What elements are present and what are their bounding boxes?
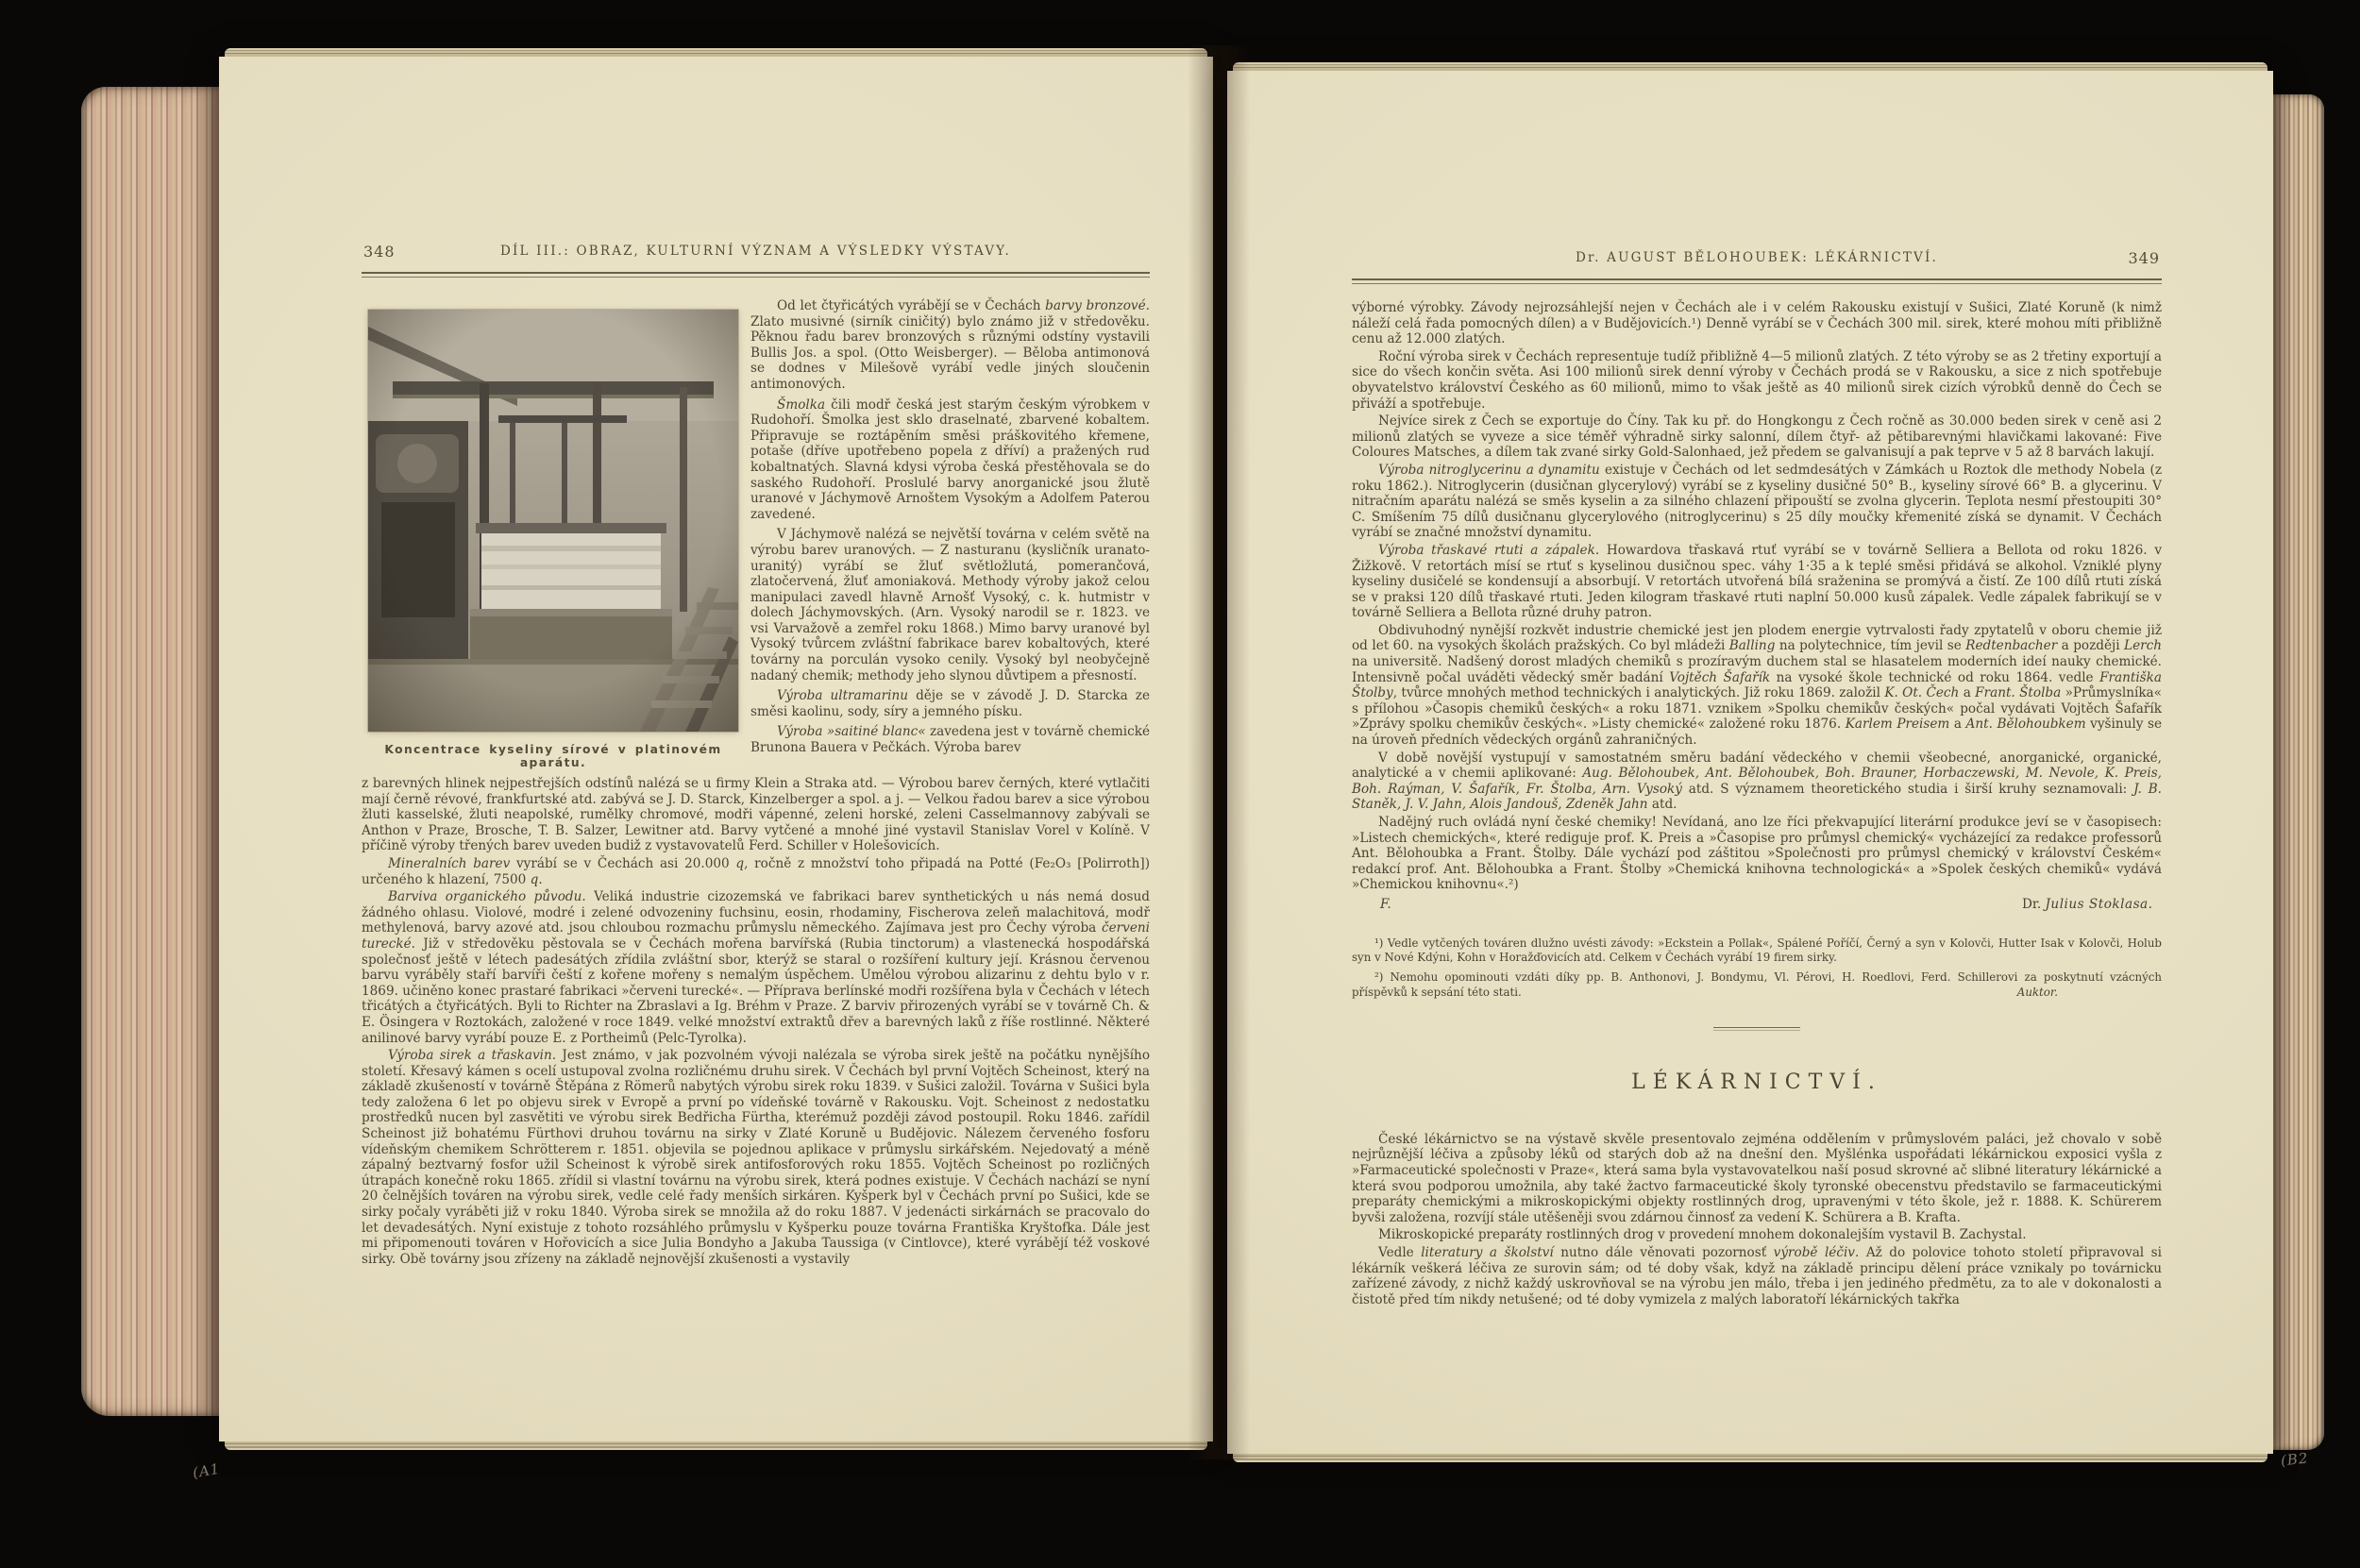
photo-caption: Koncentrace kyseliny sírové v platinovém aparátu. <box>384 743 722 769</box>
book-gutter-shadow <box>1188 45 1250 1459</box>
paragraph: České lékárnictvo se na výstavě skvěle presentovalo zejména oddělením v průmyslovém paláci, jež chovalo v sobě nejrůznější léčiva a způsoby léků od starých dob až na dnešní den. Myšlénka uspořádati lékárnickou exposici vyšla z »Farmaceutické společnosti v Praze«, která sama byla vystavovatelkou naší posud skrovné ač slibné literatury lékárnické a která svou podporou umožnila, aby také žactvo farmaceutické školy tyronské obecenstvu představilo se farmaceutickými preparáty chemickými a mikroskopickými objekty rostlinných drog, upravenými v této škole, jež r. 1888. K. Schürerem byvši založena, rozvíjí stále utěšeněji svou zdárnou činnosť za vedení K. Schürera a B. Krafta. <box>1352 1131 2162 1225</box>
section-text <box>1352 1132 2162 1308</box>
right-page-number: 349 <box>2128 249 2160 267</box>
paragraph: Mikroskopické preparáty rostlinných drog v provedení mnohem dokonalejším vystavil B. Zachystal. <box>1378 1227 2027 1243</box>
footnote: ¹) Vedle vytčených továren dlužno uvésti závody: »Eckstein a Pollak«, Spálené Poříčí, Černý a syn v Kolovči, Hutter Isak v Kolovči, Holub syn v Nové Kdýni, Kohn v Horažďovicích atd. Celkem v Čechách vyrábí 19 firem sirky. <box>1352 936 2162 965</box>
paragraph: výborné výrobky. Závody nejrozsáhlejší nejen v Čechách ale i v celém Rakousku existují v Sušici, Zlaté Koruně (k nimž náleží celá řada pomocných dílen) a v Budějovicích.¹) Denně vyrábí se v Čechách 300 mil. sirek, které mohou míti přibližně cenu až 12.000 zlatých. <box>1352 300 2162 347</box>
paragraph: Vedle literatury a školství nutno dále věnovati pozornosť výrobě léčiv. Až do polovice tohoto století připravoval si lékárník veškerá léčiva ze surovin sám; od té doby však, když na základě principu dělení práce vznikaly po továrnicku zařízené závody, z nichž každý uskrovňoval se na výrobu jen málo, třeba i jen jediného předmětu, za to ale v dokonalosti a čistotě před tím nikdy netušené; od té doby vymizela z malých laboratoří lékárnických takřka <box>1352 1244 2162 1307</box>
right-main-text <box>1352 300 2162 893</box>
right-page-content <box>1352 300 2162 1307</box>
signature-row <box>1352 897 2162 912</box>
page-edge-stack-right <box>2271 94 2324 1450</box>
paragraph: Nadějný ruch ovládá nyní české chemiky! Nevídaná, ano lze říci překvapující literární produkce jeví se v časopisech: »Listech chemických«, které rediguje prof. K. Preis a »Časopise pro průmysl chemický« vycházející za redakce professorů Ant. Bělohoubka a Frant. Štolby. Dále vychází pod záštitou »Společnosti pro průmysl chemický v království Českém« redakcí prof. Ant. Bělohoubka a Frant. Štolby »Chemická knihovna technologická« a »Spolek českých chemiků« vydává »Chemickou knihovnu«.²) <box>1352 815 2162 893</box>
author-signature: Dr. Julius Stoklasa. <box>2021 896 2152 912</box>
left-head-rule <box>362 272 1150 278</box>
section-divider-rule <box>1713 1027 1800 1031</box>
paragraph: Výroba ultramarinu děje se v závodě J. D. Starcka ze směsi kaolinu, sody, síry a jemného písku. <box>750 688 1150 719</box>
paragraph: Barviva organického původu. Veliká industrie cizozemská ve fabrikaci barev synthetických u nás nemá dosud žádného ohlasu. Violové, modré i zelené odvozeniny fuchsinu, eosin, rhodaminy, Fischerova zeleň malachitová, modř methylenová, barvy azové atd. jsou chloubou rozmachu průmyslu německého. Zajímava jest pro Čechy výroba červeni turecké. Již v středověku pěstovala se v Čechách mořena barvířská (Rubia tinctorum) a vlastenecká hospodářská společnosť ještě v létech padesátých zřídila zvláštní sbor, kterýž se staral o rozšíření kultury její. Krásnou červenou barvu vyráběly staří barvíři čeští z kořene mořeny s nemalým úspěchem. Umělou výrobou alizarinu z dehtu bylo v r. 1869. učiněno konec prastaré fabrikaci »červeni turecké«. — Příprava berlínské modři rozšířena byla v Čechách v létech třicátých a čtyřicátých. Byli to Richter na Zbraslavi a Ig. Bréhm v Praze. Z barviv přirozených vyrábí se v továrně Ch. & E. Ösingera v Roztokách, založené v roce 1849. velké množství extraktů dřev a barevných laků z říše rostlinné. Některé anilinové barvy vyrábí pouze E. z Portheimů (Pelc-Tyrolka). <box>362 889 1150 1046</box>
left-page <box>219 57 1213 1442</box>
paragraph: V Jáchymově nalézá se největší továrna v celém světě na výrobu barev uranových. — Z nasturanu (kysličník uranato-uranitý) vyrábí se žluť světložlutá, pomerančová, zlatočervená, žluť amoniaková. Methody výroby jakož celou manipulaci zavedl hlavně Arnošť Vysoký, c. k. hutmistr v dolech Jáchymovských. (Arn. Vysoký narodil se r. 1823. ve vsi Varvažově a zemřel roku 1868.) Mimo barvy uranové byl Vysoký tvůrcem zvláštní fabrikace barev kobaltových, které továrny na porculán vysoko cenily. Vysoký byl neobyčejně nadaný chemik; methody jeho slynou důvtipem a přesností. <box>750 527 1150 683</box>
paragraph: Výroba »saitiné blanc« zavedena jest v továrně chemické Brunona Bauera v Pečkách. Výroba barev <box>750 724 1151 756</box>
paragraph: V době novější vystupují v samostatném směru badání vědeckého v chemii všeobecné, anorganické, organické, analytické a v chemii aplikované: Aug. Bělohoubek, Ant. Bělohoubek, Boh. Brauner, Horbaczewski, M. Nevole, K. Preis, Boh. Raýman, V. Šafařík, Fr. Štolba, Arn. Vysoký atd. S významem theoretického studia i širší kruhy seznamovali: J. B. Staněk, J. V. Jahn, Alois Jandouš, Zdeněk Jahn atd. <box>1352 750 2162 813</box>
left-body-text <box>362 776 1150 1267</box>
left-page-number: 348 <box>363 243 396 261</box>
paragraph: Výroba sirek a třaskavin. Jest známo, v jak pozvolném vývoji nalézala se výroba sirek ještě na počátku nynějšího století. Křesavý kámen s ocelí ustupoval zvolna rozličnému druhu sirek. V Čechách byl první Vojtěch Scheinost, který na základě zkušeností v továrně Štěpána z Römerů nabytých výrobu sirek roku 1839. v Sušici založil. Továrna v Sušici byla tedy založena 6 let po objevu sirek v Evropě a první po vídeňské továrně v Rakousku. Vojt. Scheinost z nedostatku prostředků nucen byl zasvětiti ve výrobu sirek Bedřicha Fürtha, kterémuž později závod postoupil. Roku 1846. zařídil Scheinost již bohatému Fürthovi druhou továrnu na sirky v Zlaté Koruně u Budějovic. Nálezem červeného fosforu vídeňským chemikem Schrötterem r. 1851. objevila se pojednou aplikace v průmyslu sirkářském. Nejedovatý a méně zápalný beztvarný fosfor užil Scheinost k výrobě sirek antifosforových roku 1855. Vojtěch Scheinost po rozličných útrapách konečně roku 1865. zřídil si vlastní továrnu na výrobu sirek, která podnes existuje. V Čechách nachází se nyní 20 čelnějších továren na výrobu sirek, vedle celé řady menších sirkáren. Kyšperk byl v Čechách první po Sušici, kde se sirky počaly vyráběti již v roku 1840. Výroba sirek se množila až do roku 1887. V jedenácti sirkárnách se pracovalo do let devadesátých. Nyní existuje z tohoto rozsáhlého průmyslu v Kyšperku pouze továrna Františka Kryštofka. Dále jest mi připomenouti továren v Hořovicích a sice Julia Bondyho a Jakuba Taussiga (v Cintlovce), které vyrábějí též voskové sirky. Obě továrny jsou zřízeny na základě nejnovější zkušenosti a vystavily <box>362 1048 1151 1267</box>
apparatus-photo-art <box>368 310 738 732</box>
pencil-mark-right: (B2 <box>2280 1449 2310 1470</box>
paragraph: Od let čtyřicátých vyrábějí se v Čechách barvy bronzové. Zlato musivné (sirník ciničitý) bylo známo již v středověku. Pěknou řadu barev bronzových s různými odstíny vystavili Bullis Jos. a spol. (Otto Weisberger). — Běloba antimonová se dodnes v Milešově vyrábí vedle jiných sloučenin antimonových. <box>750 298 1150 392</box>
paragraph: z barevných hlinek nejpestřejších odstínů nalézá se u firmy Klein a Straka atd. — Výrobou barev černých, které vytlačiti mají černě révové, frankfurtské atd. zabývá se J. D. Starck, Kinzelberger a spol. a j. — Velkou řadou barev a sice výrobou žluti kasselské, žluti neapolské, rumělky chromové, modři vápenné, zeleni horské, zeleni Casselmannovy zabývali se Anthon v Praze, Brosche, T. B. Salzer, Lewitner atd. Barvy vytčené a mnohé jiné vystavil Stanislav Vorel v Kolíně. V příčině výroby třených barev uveden budiž z vystavovatelů Ferd. Schiller v Holešovicích. <box>362 776 1150 854</box>
paragraph: Mineralních barev vyrábí se v Čechách asi 20.000 q, ročně z množství toho připadá na Potté (Fe₂O₃ [Polirroth]) určeného k hlazení, 7500 q. <box>362 855 1150 887</box>
paragraph: Šmolka čili modř česká jest starým českým výrobkem v Rudohoří. Šmolka jest sklo draselnaté, zbarvené kobaltem. Připravuje se roztápěním směsi práškovitého křemene, potaše (dříve upotřebeno popela z dříví) a pražených rud kobaltnatých. Slavná kdysi výroba česká přestěhovala se do saského Rudohoří. Proslulé barvy anorganické jsou žlutě uranové v Jáchymově Arnoštem Vysokým a Adolfem Paterou zavedené. <box>750 396 1150 522</box>
right-page <box>1227 71 2273 1454</box>
paragraph: Výroba třaskavé rtuti a zápalek. Howardova třaskavá rtuť vyrábí se v továrně Selliera a Bellota od roku 1826. v Žižkově. V retortách mísí se rtuť s kyselinou dusičnou spec. váhy 1·35 a k teplé směsi přidává se alkohol. Vzniklé plyny kyseliny dusičelé se kondensují a absorbují. V retortách utvořená bílá sraženina se promývá a čistí. Ze 100 dílů rtuti získá se v praksi 120 dílů třaskavé rtuti. Jeden kilogram třaskavé rtuti naplní 50.000 kusů zápalek. Vedle zápalek fabrikují se v továrně Selliera a Bellota různé druhy patron. <box>1352 542 2162 621</box>
right-running-title: Dr. AUGUST BĚLOHOUBEK: LÉKÁRNICTVÍ. <box>1575 250 1939 265</box>
paragraph: Výroba nitroglycerinu a dynamitu existuje v Čechách od let sedmdesátých v Zámkách u Roztok dle methody Nobela (z roku 1862.). Nitroglycerin (dusičnan glycerylový) vyrábí se z kyseliny dusičné 50° B., kyseliny sírové 66° B. a glycerinu. V nitračním aparátu nalézá se směs kyselin a za silného chlazení připouští se zvolna glycerin. Teplota nesmí přestoupiti 30° C. Smíšením 75 dílů dusičnanu glycerylového (nitroglycerinu) s 25 díly moučky křemenité získá se dynamit. V Čechách vyrábí se značné množství dynamitu. <box>1352 462 2162 541</box>
left-running-head <box>362 244 1150 264</box>
author-initial: F. <box>1380 896 1391 912</box>
footnote: ²) Nemohu opominouti vzdáti díky pp. B. Anthonovi, J. Bondymu, Vl. Pérovi, H. Roedlovi, Ferd. Schillerovi za poskytnutí vzácných příspěvků k sepsání této stati. <box>1352 970 2162 999</box>
paragraph: Obdivuhodný nynější rozkvět industrie chemické jest jen plodem energie vytrvalosti řady zpytatelů v oboru chemie již od let 60. na vysokých školách pražských. Co byl mládeži Balling na polytechnice, tím jevil se Redtenbacher a později Lerch na universitě. Nadšený dorost mladých chemiků s prozíravým duchem stal se hlasatelem moderních ideí nauky chemické. Intensivně počal uváděti vědecký směr badání Vojtěch Šafařík na vysoké škole technické od roku 1864. vedle Františka Štolby, tvůrce mnohých method technických i analytických. Již roku 1869. založil K. Ot. Čech a Frant. Štolba »Průmyslníka« s přílohou »Časopis chemiků českých« a roku 1871. vznikem »Spolku chemikův českých« počal vydávati Vojtěch Šafařík »Zprávy spolku chemikův českých«. »Listy chemické« založené roku 1876. Karlem Preisem a Ant. Bělohoubkem vyšinuly se na úroveň předních vědeckých orgánů zahraničných. <box>1352 622 2162 749</box>
pencil-mark-left: (A1 <box>191 1459 222 1482</box>
footnote-author: Auktor. <box>2016 985 2058 999</box>
right-head-rule <box>1352 278 2162 284</box>
left-running-title: DÍL III.: OBRAZ, KULTURNÍ VÝZNAM A VÝSLEDKY VÝSTAVY. <box>499 244 1012 259</box>
right-running-head <box>1352 250 2162 271</box>
page-edge-stack-left <box>81 87 222 1416</box>
paragraph: Roční výroba sirek v Čechách representuje tudíž přibližně 4—5 milionů zlatých. Z této výroby se as 2 třetiny exportují a sice do všech končin světa. Asi 100 milionů sirek denní výroby v Čechách prodá se v Rakousku, a sice z nich spotřebuje obyvatelstvo království Českého as 60 milionů, mimo to však ještě as 40 milionů sirek cizích výrobků denně do Čech se přiváží a spotřebuje. <box>1352 348 2162 412</box>
apparatus-photo <box>368 310 738 732</box>
section-title: LÉKÁRNICTVÍ. <box>1631 1070 1882 1094</box>
paragraph: Nejvíce sirek z Čech se exportuje do Číny. Tak ku př. do Hongkongu z Čech ročně as 30.000 beden sirek v ceně asi 2 milionů zlatých se vyveze a sice téměř výhradně sirky salonní, dílem čtyř- až pětibarevnými hlavičkami lakované: Five Coloures Matsches, a dílem tak zvané sirky Gold-Salonhaed, jež předem se galvanisují a pak teprve v 5 až 8 barvách lakují. <box>1352 413 2162 461</box>
left-column-text <box>750 298 1150 756</box>
